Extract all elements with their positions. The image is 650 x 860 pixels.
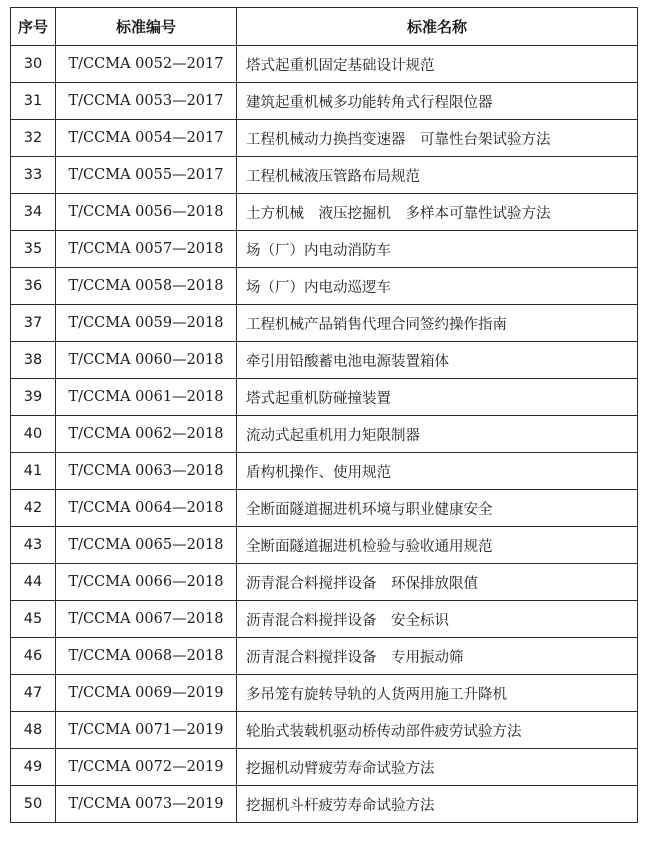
table-row — [11, 120, 638, 157]
table-header — [11, 8, 638, 46]
row-seq: 32 — [11, 120, 56, 157]
row-standard-code: T/CCMA 0072—2019 — [56, 749, 237, 786]
table-row — [11, 157, 638, 194]
row-seq: 34 — [11, 194, 56, 231]
row-standard-code: T/CCMA 0055—2017 — [56, 157, 237, 194]
row-standard-name: 盾构机操作、使用规范 — [237, 453, 638, 490]
table-row — [11, 638, 638, 675]
header-name: 标准名称 — [237, 8, 638, 46]
row-standard-code: T/CCMA 0066—2018 — [56, 564, 237, 601]
header-code: 标准编号 — [56, 8, 237, 46]
row-standard-code: T/CCMA 0063—2018 — [56, 453, 237, 490]
table-row — [11, 564, 638, 601]
row-standard-name: 场（厂）内电动巡逻车 — [237, 268, 638, 305]
table-row — [11, 416, 638, 453]
table-row — [11, 601, 638, 638]
row-standard-code: T/CCMA 0062—2018 — [56, 416, 237, 453]
row-standard-code: T/CCMA 0057—2018 — [56, 231, 237, 268]
table-row — [11, 194, 638, 231]
row-standard-name: 牵引用铅酸蓄电池电源装置箱体 — [237, 342, 638, 379]
row-standard-name: 土方机械 液压挖掘机 多样本可靠性试验方法 — [237, 194, 638, 231]
row-seq: 43 — [11, 527, 56, 564]
row-seq: 39 — [11, 379, 56, 416]
row-standard-name: 挖掘机斗杆疲劳寿命试验方法 — [237, 786, 638, 823]
row-seq: 42 — [11, 490, 56, 527]
row-standard-code: T/CCMA 0065—2018 — [56, 527, 237, 564]
row-standard-code: T/CCMA 0052—2017 — [56, 46, 237, 83]
table-row — [11, 342, 638, 379]
row-seq: 38 — [11, 342, 56, 379]
row-standard-code: T/CCMA 0058—2018 — [56, 268, 237, 305]
row-standard-code: T/CCMA 0071—2019 — [56, 712, 237, 749]
row-seq: 31 — [11, 83, 56, 120]
row-seq: 45 — [11, 601, 56, 638]
row-seq: 40 — [11, 416, 56, 453]
row-standard-name: 场（厂）内电动消防车 — [237, 231, 638, 268]
row-standard-code: T/CCMA 0068—2018 — [56, 638, 237, 675]
row-seq: 35 — [11, 231, 56, 268]
row-standard-name: 工程机械动力换挡变速器 可靠性台架试验方法 — [237, 120, 638, 157]
table-row — [11, 453, 638, 490]
standards-table — [10, 7, 638, 823]
row-seq: 47 — [11, 675, 56, 712]
row-standard-code: T/CCMA 0073—2019 — [56, 786, 237, 823]
table-row — [11, 712, 638, 749]
row-standard-name: 全断面隧道掘进机检验与验收通用规范 — [237, 527, 638, 564]
row-standard-name: 建筑起重机械多功能转角式行程限位器 — [237, 83, 638, 120]
row-standard-code: T/CCMA 0056—2018 — [56, 194, 237, 231]
row-standard-code: T/CCMA 0069—2019 — [56, 675, 237, 712]
table-row — [11, 46, 638, 83]
row-seq: 37 — [11, 305, 56, 342]
row-standard-name: 沥青混合料搅拌设备 专用振动筛 — [237, 638, 638, 675]
header-row — [11, 8, 638, 46]
table-row — [11, 83, 638, 120]
row-standard-code: T/CCMA 0060—2018 — [56, 342, 237, 379]
table-row — [11, 527, 638, 564]
row-standard-code: T/CCMA 0064—2018 — [56, 490, 237, 527]
row-standard-name: 工程机械液压管路布局规范 — [237, 157, 638, 194]
header-seq: 序号 — [11, 8, 56, 46]
row-standard-name: 多吊笼有旋转导轨的人货两用施工升降机 — [237, 675, 638, 712]
row-standard-code: T/CCMA 0067—2018 — [56, 601, 237, 638]
table-row — [11, 675, 638, 712]
row-standard-name: 全断面隧道掘进机环境与职业健康安全 — [237, 490, 638, 527]
row-standard-name: 沥青混合料搅拌设备 环保排放限值 — [237, 564, 638, 601]
row-standard-code: T/CCMA 0059—2018 — [56, 305, 237, 342]
row-standard-name: 挖掘机动臂疲劳寿命试验方法 — [237, 749, 638, 786]
row-seq: 49 — [11, 749, 56, 786]
row-seq: 46 — [11, 638, 56, 675]
table-row — [11, 749, 638, 786]
row-standard-code: T/CCMA 0053—2017 — [56, 83, 237, 120]
row-standard-name: 沥青混合料搅拌设备 安全标识 — [237, 601, 638, 638]
row-seq: 41 — [11, 453, 56, 490]
row-standard-name: 流动式起重机用力矩限制器 — [237, 416, 638, 453]
row-standard-name: 轮胎式装载机驱动桥传动部件疲劳试验方法 — [237, 712, 638, 749]
table-row — [11, 305, 638, 342]
row-standard-name: 塔式起重机防碰撞装置 — [237, 379, 638, 416]
row-seq: 50 — [11, 786, 56, 823]
table-row — [11, 268, 638, 305]
table-row — [11, 490, 638, 527]
table-row — [11, 379, 638, 416]
row-seq: 48 — [11, 712, 56, 749]
row-seq: 44 — [11, 564, 56, 601]
row-standard-code: T/CCMA 0061—2018 — [56, 379, 237, 416]
table-row — [11, 231, 638, 268]
row-seq: 36 — [11, 268, 56, 305]
row-standard-name: 塔式起重机固定基础设计规范 — [237, 46, 638, 83]
table-row — [11, 786, 638, 823]
row-standard-name: 工程机械产品销售代理合同签约操作指南 — [237, 305, 638, 342]
row-seq: 33 — [11, 157, 56, 194]
row-seq: 30 — [11, 46, 56, 83]
table-body — [11, 46, 638, 823]
row-standard-code: T/CCMA 0054—2017 — [56, 120, 237, 157]
